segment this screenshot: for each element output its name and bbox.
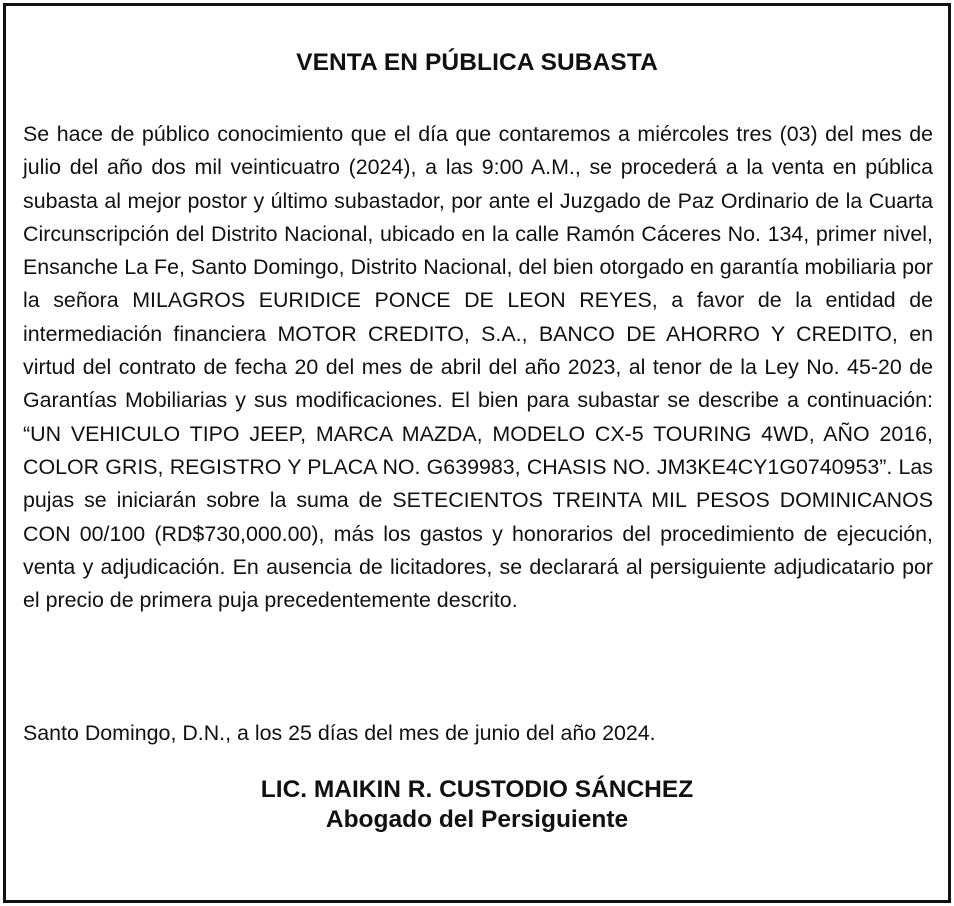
- notice-date-line: Santo Domingo, D.N., a los 25 días del mes de junio del año 2024.: [23, 721, 656, 745]
- auction-notice: [3, 3, 951, 903]
- signer-role: Abogado del Persiguiente: [325, 806, 629, 833]
- signer-name: LIC. MAIKIN R. CUSTODIO SÁNCHEZ: [260, 776, 694, 803]
- notice-title: VENTA EN PÚBLICA SUBASTA: [296, 49, 658, 76]
- notice-body: Se hace de público conocimiento que el día que contaremos a miércoles tres (03) del mes de julio del año dos mil veinticuatro (2024), a las 9:00 A.M., se procederá a la venta en pública subasta al mejor postor y último subastador, por ante el Juzgado de Paz Ordinario de la Cuarta Circunscripción del Distrito Nacional, ubicado en la calle Ramón Cáceres No. 134, primer nivel, Ensanche La Fe, Santo Domingo, Distrito Nacional, del bien otorgado en garantía mobiliaria por la señora MILAGROS EURIDICE PONCE DE LEON REYES, a favor de la entidad de intermediación financiera MOTOR CREDITO, S.A., BANCO DE AHORRO Y CREDITO, en virtud del contrato de fecha 20 del mes de abril del año 2023, al tenor de la Ley No. 45-20 de Garantías Mobiliarias y sus modificaciones. El bien para subastar se describe a continuación: “UN VEHICULO TIPO JEEP, MARCA MAZDA, MODELO CX-5 TOURING 4WD, AÑO 2016, COLOR GRIS, REGISTRO Y PLACA NO. G639983, CHASIS NO. JM3KE4CY1G0740953”. Las pujas se iniciarán sobre la suma de SETECIENTOS TREINTA MIL PESOS DOMINICANOS CON 00/100 (RD$730,000.00), más los gastos y honorarios del procedimiento de ejecución, venta y adjudicación. En ausencia de licitadores, se declarará al persiguiente adjudicatario por el precio de primera puja precedentemente descrito.: [23, 122, 933, 613]
